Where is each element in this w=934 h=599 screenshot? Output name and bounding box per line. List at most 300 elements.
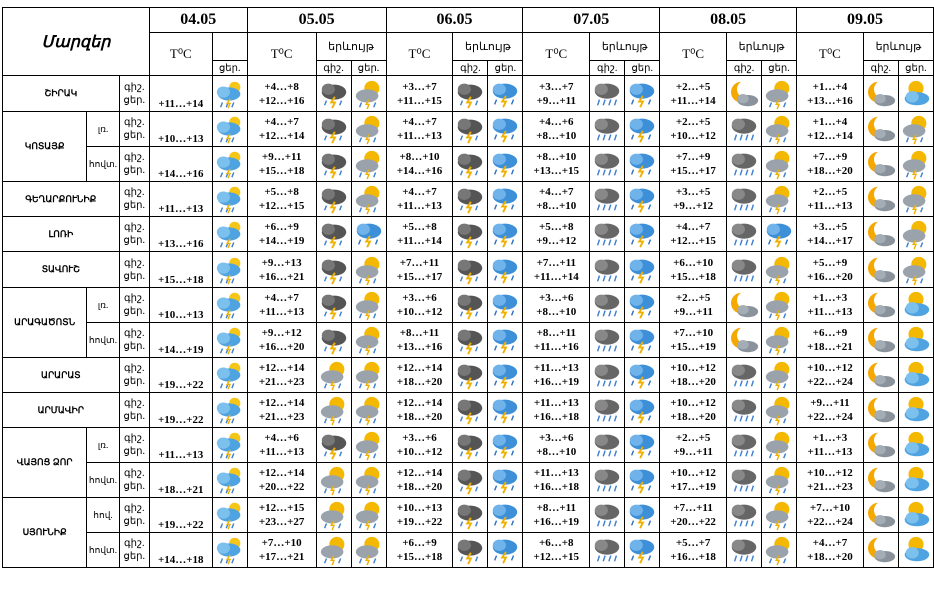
temp-line: +18…+20 — [670, 411, 716, 423]
temperature-range — [247, 463, 316, 498]
moon-cloud-icon — [863, 182, 898, 217]
night-label: գիշ. — [124, 81, 145, 93]
date-header: 07.05 — [523, 8, 660, 33]
subregion-label: հով. — [87, 498, 119, 533]
temperature-range — [523, 323, 590, 358]
sun-storm-icon — [762, 428, 797, 463]
rain-sun-icon — [212, 217, 247, 252]
precip-header: երևույթ — [453, 33, 523, 61]
temp-line: +3…+7 — [402, 80, 437, 93]
sun-cloud-icon — [898, 428, 933, 463]
temp-line: +19…+22 — [158, 379, 204, 391]
temperature-range — [386, 463, 453, 498]
storm-blue-icon — [351, 217, 386, 252]
sun-storm-icon — [351, 112, 386, 147]
storm-dark-icon — [453, 112, 488, 147]
rain-sun-icon — [212, 393, 247, 428]
temp-line: +12…+15 — [258, 502, 305, 514]
temp-line: +4…+7 — [675, 221, 711, 233]
sun-storm-icon — [762, 533, 797, 568]
precip-header — [212, 33, 247, 61]
temperature-range — [149, 182, 212, 217]
day-night-label — [119, 323, 149, 358]
rain-sun-icon — [212, 112, 247, 147]
temperature-range — [797, 498, 864, 533]
storm-blue-icon — [625, 182, 660, 217]
day-night-label — [119, 358, 149, 393]
sun-storm-icon — [762, 323, 797, 358]
temp-line: +9…+11 — [810, 397, 850, 409]
moon-cloud-icon — [727, 288, 762, 323]
table-row — [3, 428, 934, 463]
temp-line: +11…+13 — [158, 449, 204, 461]
temp-line: +11…+13 — [807, 306, 853, 318]
temperature-range — [149, 147, 212, 182]
subregion-label: լռ. — [87, 288, 119, 323]
temp-line: +13…+15 — [533, 165, 580, 177]
region-name: ԱՐՄԱՎԻՐ — [3, 393, 120, 428]
sun-storm-icon — [762, 288, 797, 323]
temperature-range — [149, 393, 212, 428]
sun-storm-icon — [351, 147, 386, 182]
storm-blue-icon — [488, 323, 523, 358]
temp-line: +11…+13 — [533, 362, 579, 374]
temperature-range — [247, 182, 316, 217]
temp-line: +5…+7 — [675, 537, 711, 549]
temp-line: +5…+9 — [812, 256, 848, 269]
temp-line: +12…+16 — [258, 94, 305, 107]
date-header: 09.05 — [797, 8, 934, 33]
temp-line: +16…+21 — [258, 270, 305, 283]
rain-sun-icon — [212, 323, 247, 358]
storm-dark-icon — [453, 428, 488, 463]
table-row — [3, 217, 934, 252]
temp-line: +1…+4 — [812, 116, 848, 128]
day-label: ցեր. — [123, 516, 145, 527]
day-header: ցեր. — [351, 61, 386, 76]
temp-line: +18…+20 — [807, 551, 853, 563]
table-row — [3, 323, 934, 358]
temp-line: +10…+12 — [396, 306, 443, 318]
storm-dark-icon — [316, 217, 351, 252]
storm-blue-icon — [625, 533, 660, 568]
temperature-range — [149, 76, 212, 112]
sun-storm-icon — [898, 112, 933, 147]
storm-dark-icon — [453, 393, 488, 428]
temp-line: +9…+13 — [261, 256, 302, 269]
temp-line: +4…+7 — [539, 186, 574, 198]
temperature-range — [386, 533, 453, 568]
moon-cloud-icon — [863, 252, 898, 288]
temp-line: +15…+18 — [396, 551, 443, 563]
night-header: գիշ. — [316, 61, 351, 76]
moon-cloud-icon — [863, 463, 898, 498]
rain-grey-icon — [590, 393, 625, 428]
rain-sun-icon — [212, 498, 247, 533]
temp-line: +19…+22 — [158, 519, 204, 531]
temp-header: T⁰C — [523, 33, 590, 76]
temp-line: +20…+22 — [258, 481, 305, 493]
sun-storm-icon — [898, 147, 933, 182]
temp-line: +9…+11 — [673, 446, 713, 458]
storm-blue-icon — [488, 217, 523, 252]
precip-header: երևույթ — [727, 33, 797, 61]
temp-line: +1…+3 — [812, 292, 848, 304]
day-label: ցեր. — [123, 94, 145, 106]
temp-line: +12…+15 — [670, 235, 716, 247]
subregion-label: հովտ. — [87, 323, 119, 358]
temp-line: +7…+9 — [675, 151, 711, 163]
day-label: ցեր. — [123, 270, 145, 282]
temp-line: +15…+18 — [670, 270, 716, 283]
subregion-label: լռ. — [87, 428, 119, 463]
temp-line: +14…+17 — [807, 235, 853, 247]
temperature-range — [247, 288, 316, 323]
storm-dark-icon — [316, 288, 351, 323]
temp-line: +15…+18 — [158, 274, 204, 286]
moon-cloud-icon — [863, 288, 898, 323]
moon-cloud-icon — [863, 358, 898, 393]
night-label: գիշ. — [124, 117, 145, 128]
sun-storm-icon — [316, 393, 351, 428]
temperature-range — [247, 252, 316, 288]
temp-line: +4…+6 — [264, 432, 299, 444]
rain-grey-icon — [590, 288, 625, 323]
temp-line: +11…+14 — [670, 94, 716, 107]
storm-blue-icon — [625, 217, 660, 252]
temperature-range — [523, 498, 590, 533]
night-label: գիշ. — [124, 398, 145, 409]
temp-line: +14…+19 — [158, 344, 204, 356]
sun-storm-icon — [762, 182, 797, 217]
storm-blue-icon — [625, 358, 660, 393]
precip-header: երևույթ — [316, 33, 386, 61]
table-row — [3, 358, 934, 393]
temp-line: +10…+12 — [807, 467, 853, 479]
temperature-range — [386, 323, 453, 358]
temp-line: +10…+13 — [158, 133, 204, 145]
storm-blue-icon — [625, 112, 660, 147]
region-name: ԿՈՏԱՅՔ — [3, 112, 87, 182]
table-row — [3, 498, 934, 533]
night-header: գիշ. — [727, 61, 762, 76]
night-label: գիշ. — [124, 468, 145, 479]
sun-storm-icon — [762, 147, 797, 182]
moon-cloud-icon — [863, 428, 898, 463]
temp-line: +16…+18 — [533, 481, 580, 493]
rain-grey-icon — [727, 252, 762, 288]
rain-sun-icon — [212, 463, 247, 498]
temperature-range — [660, 463, 727, 498]
storm-blue-icon — [625, 147, 660, 182]
temp-line: +6…+10 — [673, 256, 714, 269]
temp-line: +4…+7 — [264, 292, 299, 304]
temp-line: +23…+27 — [258, 516, 305, 528]
storm-dark-icon — [453, 217, 488, 252]
sun-cloud-icon — [898, 76, 933, 112]
temperature-range — [797, 182, 864, 217]
temperature-range — [660, 428, 727, 463]
temp-line: +10…+12 — [670, 362, 716, 374]
temp-line: +7…+9 — [812, 151, 848, 163]
regions-title: Մարզեր — [3, 8, 150, 76]
temp-line: +10…+13 — [158, 309, 204, 321]
temperature-range — [149, 428, 212, 463]
rain-grey-icon — [727, 147, 762, 182]
day-night-label — [119, 288, 149, 323]
day-night-label — [119, 393, 149, 428]
temp-line: +4…+7 — [402, 116, 437, 128]
night-label: գիշ. — [124, 257, 145, 269]
rain-grey-icon — [590, 217, 625, 252]
temperature-range — [149, 463, 212, 498]
temp-line: +9…+12 — [673, 200, 714, 212]
rain-grey-icon — [590, 147, 625, 182]
night-label: գիշ. — [124, 363, 145, 374]
temp-line: +10…+12 — [396, 446, 443, 458]
day-label: ցեր. — [123, 235, 145, 246]
temperature-range — [523, 76, 590, 112]
sun-storm-icon — [316, 533, 351, 568]
day-night-label — [119, 182, 149, 217]
rain-sun-icon — [212, 288, 247, 323]
temp-line: +8…+10 — [536, 130, 577, 142]
storm-dark-icon — [453, 498, 488, 533]
temp-line: +16…+19 — [533, 516, 580, 528]
day-header: ցեր. — [625, 61, 660, 76]
temp-line: +11…+14 — [158, 98, 204, 110]
day-label: ցեր. — [123, 306, 145, 317]
temp-line: +11…+13 — [396, 130, 442, 142]
moon-cloud-icon — [863, 498, 898, 533]
temp-line: +16…+18 — [670, 551, 716, 563]
day-label: ցեր. — [123, 376, 145, 387]
rain-sun-icon — [212, 428, 247, 463]
region-name: ԱՐԱՐԱՏ — [3, 358, 120, 393]
day-label: ցեր. — [123, 551, 145, 562]
temp-line: +7…+11 — [399, 256, 440, 269]
temp-line: +1…+4 — [812, 80, 848, 93]
storm-dark-icon — [453, 463, 488, 498]
temperature-range — [247, 112, 316, 147]
day-night-label — [119, 533, 149, 568]
temp-line: +11…+13 — [533, 467, 579, 479]
temp-line: +18…+20 — [670, 376, 716, 388]
temp-line: +21…+23 — [807, 481, 853, 493]
subregion-label: հովտ. — [87, 463, 119, 498]
temp-line: +4…+7 — [812, 537, 848, 549]
rain-grey-icon — [727, 463, 762, 498]
rain-grey-icon — [590, 358, 625, 393]
temp-line: +10…+12 — [670, 397, 716, 409]
region-name: ԼՈՌԻ — [3, 217, 120, 252]
temperature-range — [386, 288, 453, 323]
rain-sun-icon — [212, 182, 247, 217]
storm-dark-icon — [316, 428, 351, 463]
temperature-range — [660, 498, 727, 533]
temperature-range — [797, 112, 864, 147]
temperature-range — [247, 428, 316, 463]
temp-line: +12…+14 — [258, 397, 305, 409]
table-row — [3, 147, 934, 182]
temperature-range — [386, 498, 453, 533]
sun-storm-icon — [351, 323, 386, 358]
temp-line: +16…+18 — [533, 411, 580, 423]
temp-line: +8…+11 — [536, 502, 576, 514]
temperature-range — [386, 147, 453, 182]
temp-line: +8…+10 — [536, 306, 577, 318]
storm-blue-icon — [625, 76, 660, 112]
sun-storm-icon — [762, 358, 797, 393]
sun-storm-icon — [762, 252, 797, 288]
night-header: գիշ. — [863, 61, 898, 76]
temp-line: +10…+12 — [670, 467, 716, 479]
sun-storm-icon — [898, 217, 933, 252]
temperature-range — [149, 498, 212, 533]
temp-header: T⁰C — [660, 33, 727, 76]
temperature-range — [660, 252, 727, 288]
temperature-range — [386, 217, 453, 252]
temp-line: +15…+17 — [670, 165, 716, 177]
sun-storm-icon — [351, 182, 386, 217]
temperature-range — [386, 76, 453, 112]
temp-line: +6…+9 — [402, 537, 437, 549]
temperature-range — [797, 252, 864, 288]
temp-line: +11…+13 — [807, 446, 853, 458]
day-night-label — [119, 252, 149, 288]
sun-storm-icon — [316, 498, 351, 533]
temp-line: +2…+5 — [675, 116, 711, 128]
temperature-range — [247, 217, 316, 252]
temperature-range — [797, 533, 864, 568]
storm-blue-icon — [625, 393, 660, 428]
temp-line: +18…+20 — [396, 376, 443, 388]
temperature-range — [797, 428, 864, 463]
temp-line: +8…+10 — [399, 151, 440, 163]
sun-storm-icon — [351, 76, 386, 112]
moon-cloud-icon — [863, 393, 898, 428]
temp-line: +18…+20 — [807, 165, 853, 177]
temperature-range — [386, 182, 453, 217]
temp-line: +11…+15 — [396, 94, 442, 107]
temp-line: +11…+13 — [259, 446, 305, 458]
temp-line: +6…+8 — [539, 537, 574, 549]
rain-sun-icon — [212, 358, 247, 393]
storm-blue-icon — [625, 428, 660, 463]
temp-line: +9…+11 — [261, 151, 302, 163]
temperature-range — [660, 217, 727, 252]
temp-line: +7…+10 — [261, 537, 302, 549]
temp-line: +4…+6 — [539, 116, 574, 128]
region-name: ՎԱՅՈՑ ՁՈՐ — [3, 428, 87, 498]
temp-line: +12…+14 — [396, 467, 443, 479]
sun-storm-icon — [762, 76, 797, 112]
day-night-label — [119, 498, 149, 533]
temperature-range — [149, 323, 212, 358]
temp-line: +11…+13 — [158, 203, 204, 215]
sun-cloud-icon — [898, 288, 933, 323]
temperature-range — [797, 323, 864, 358]
rain-grey-icon — [727, 358, 762, 393]
temperature-range — [149, 358, 212, 393]
temperature-range — [149, 252, 212, 288]
temperature-range — [386, 393, 453, 428]
night-label: գիշ. — [124, 538, 145, 549]
temperature-range — [660, 393, 727, 428]
date-header: 04.05 — [149, 8, 247, 33]
temp-line: +10…+13 — [396, 502, 443, 514]
temperature-range — [386, 358, 453, 393]
temperature-range — [149, 288, 212, 323]
temp-line: +11…+13 — [259, 306, 305, 318]
temperature-range — [523, 428, 590, 463]
temp-line: +2…+5 — [675, 292, 711, 304]
storm-dark-icon — [316, 112, 351, 147]
temp-line: +14…+18 — [158, 554, 204, 566]
storm-blue-icon — [488, 252, 523, 288]
day-header: ցեր. — [212, 61, 247, 76]
temp-line: +7…+11 — [673, 502, 713, 514]
sun-storm-icon — [898, 182, 933, 217]
sun-cloud-icon — [898, 393, 933, 428]
temp-line: +9…+11 — [673, 306, 713, 318]
sun-storm-icon — [316, 463, 351, 498]
night-label: գիշ. — [124, 293, 145, 304]
rain-grey-icon — [590, 498, 625, 533]
storm-blue-icon — [625, 288, 660, 323]
temperature-range — [523, 252, 590, 288]
day-header: ցեր. — [488, 61, 523, 76]
moon-cloud-icon — [863, 76, 898, 112]
temp-line: +9…+12 — [536, 235, 577, 247]
temperature-range — [797, 358, 864, 393]
subregion-label: լռ. — [87, 112, 119, 147]
temp-line: +17…+21 — [258, 551, 305, 563]
day-label: ցեր. — [123, 341, 145, 352]
temp-line: +5…+8 — [402, 221, 437, 233]
temperature-range — [523, 358, 590, 393]
temp-line: +12…+14 — [396, 397, 443, 409]
temperature-range — [247, 323, 316, 358]
temp-line: +3…+7 — [539, 80, 574, 93]
day-label: ցեր. — [123, 411, 145, 422]
temp-line: +15…+17 — [396, 270, 443, 283]
rain-grey-icon — [590, 76, 625, 112]
storm-dark-icon — [316, 252, 351, 288]
forecast-table — [2, 7, 934, 568]
sun-storm-icon — [351, 358, 386, 393]
temperature-range — [523, 463, 590, 498]
night-label: գիշ. — [124, 433, 145, 444]
sun-cloud-icon — [898, 463, 933, 498]
temp-line: +12…+14 — [396, 362, 443, 374]
sun-storm-icon — [351, 393, 386, 428]
date-header: 06.05 — [386, 8, 523, 33]
storm-dark-icon — [453, 252, 488, 288]
temperature-range — [660, 358, 727, 393]
temp-line: +2…+5 — [675, 80, 711, 93]
storm-blue-icon — [488, 393, 523, 428]
table-row — [3, 393, 934, 428]
temp-header: T⁰C — [149, 33, 212, 76]
temp-line: +8…+10 — [536, 446, 577, 458]
sun-storm-icon — [762, 498, 797, 533]
night-header: գիշ. — [590, 61, 625, 76]
temp-line: +10…+12 — [807, 362, 853, 374]
temp-line: +12…+14 — [807, 130, 853, 142]
table-row — [3, 288, 934, 323]
forecast-body — [3, 76, 934, 568]
